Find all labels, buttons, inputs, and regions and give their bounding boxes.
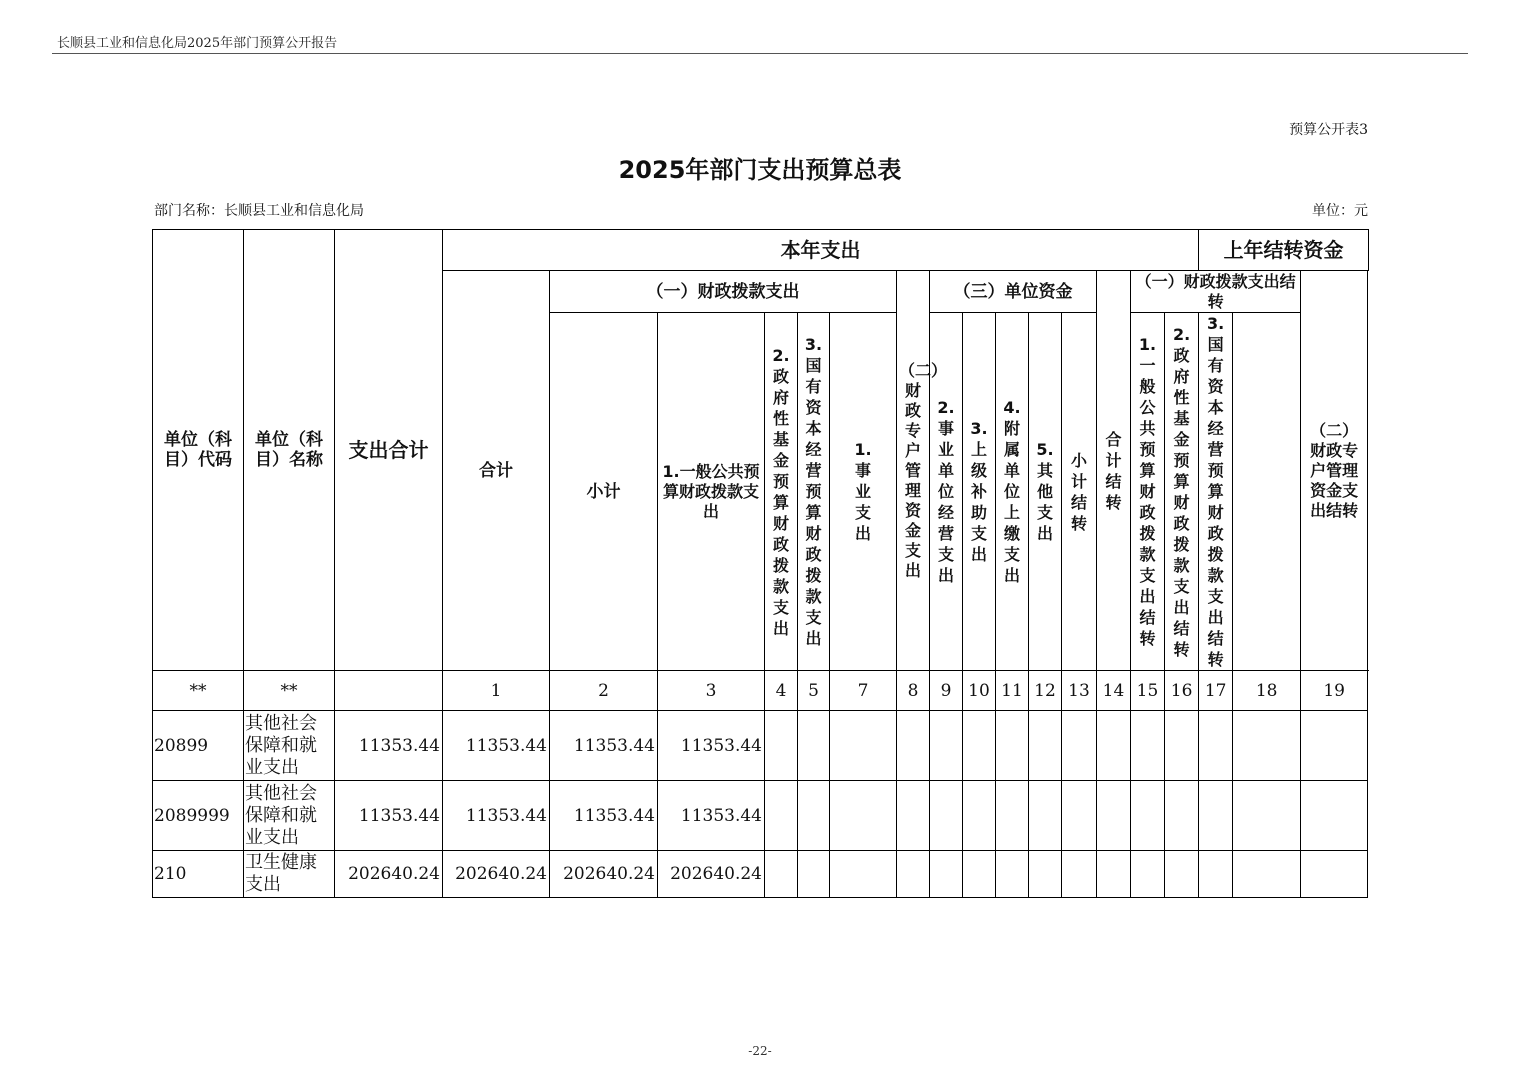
- index-cell: 14: [1097, 671, 1131, 711]
- running-header: 长顺县工业和信息化局2025年部门预算公开报告: [57, 36, 338, 51]
- row-cy-total: 11353.44: [443, 781, 550, 851]
- table-row: [153, 781, 1369, 851]
- header-code: 单位（科目）代码: [153, 230, 244, 671]
- header-cy-unit-1: 1.事业支出: [830, 313, 897, 671]
- table-row: [153, 851, 1369, 898]
- header-py-fiscal-fund: 2.政府性基金预算财政拨款支出结转: [1165, 313, 1199, 671]
- index-cell: 10: [963, 671, 996, 711]
- header-cy-fiscal-soe: 3.国有资本经营预算财政拨款支出: [798, 313, 830, 671]
- row-general: 202640.24: [658, 851, 765, 898]
- row-code: 2089999: [153, 781, 244, 851]
- index-cell: 11: [996, 671, 1029, 711]
- header-name: 单位（科目）名称: [244, 230, 335, 671]
- index-cell: 13: [1062, 671, 1097, 711]
- row-total: 11353.44: [335, 781, 443, 851]
- row-subtotal: 11353.44: [550, 711, 658, 781]
- budget-table: [152, 229, 1369, 898]
- index-cell: 4: [765, 671, 798, 711]
- header-py-fiscal-subtotal: 小计结转: [1062, 313, 1097, 671]
- header-py-fiscal-general: 1.一般公共预算财政拨款支出结转: [1131, 313, 1165, 671]
- index-cell: 19: [1301, 671, 1368, 711]
- index-cell: 8: [897, 671, 930, 711]
- row-name: 其他社会保障和就业支出: [244, 711, 335, 781]
- row-subtotal: 11353.44: [550, 781, 658, 851]
- index-cell: 2: [550, 671, 658, 711]
- page-number: -22-: [748, 1044, 772, 1058]
- header-cy-fiscal: （一）财政拨款支出: [550, 271, 897, 313]
- row-code: 210: [153, 851, 244, 898]
- row-name: 其他社会保障和就业支出: [244, 781, 335, 851]
- row-subtotal: 202640.24: [550, 851, 658, 898]
- index-cell: 16: [1165, 671, 1199, 711]
- index-cell: **: [244, 671, 335, 711]
- row-general: 11353.44: [658, 781, 765, 851]
- header-cy-total: 合计: [443, 271, 550, 671]
- index-cell: 7: [830, 671, 897, 711]
- index-cell: 17: [1199, 671, 1233, 711]
- index-cell: 12: [1029, 671, 1062, 711]
- index-cell: 5: [798, 671, 830, 711]
- row-total: 11353.44: [335, 711, 443, 781]
- header-py-fiscal: （一）财政拨款支出结转: [1131, 271, 1301, 313]
- row-code: 20899: [153, 711, 244, 781]
- index-cell: 18: [1233, 671, 1301, 711]
- header-cy-unit-5: 5.其他支出: [1029, 313, 1062, 671]
- index-cell: 15: [1131, 671, 1165, 711]
- header-py-fiscal-soe: 3.国有资本经营预算财政拨款支出结转: [1199, 313, 1233, 671]
- form-number: 预算公开表3: [1289, 122, 1368, 138]
- header-py-total: 合计结转: [1097, 271, 1131, 671]
- row-cy-total: 11353.44: [443, 711, 550, 781]
- row-name: 卫生健康支出: [244, 851, 335, 898]
- index-cell: 9: [930, 671, 963, 711]
- header-cy-fiscal-fund: 2.政府性基金预算财政拨款支出: [765, 313, 798, 671]
- header-cy-unit-4: 4.附属单位上缴支出: [996, 313, 1029, 671]
- header-cy-unit-3: 3.上级补助支出: [963, 313, 996, 671]
- index-cell: 3: [658, 671, 765, 711]
- department-name: 部门名称：长顺县工业和信息化局: [154, 203, 364, 219]
- header-cy-unit-2: 2.事业单位经营支出: [930, 313, 963, 671]
- header-rule: [52, 53, 1468, 54]
- row-general: 11353.44: [658, 711, 765, 781]
- index-row: [153, 671, 1369, 711]
- header-cy-special: （二）财政专户管理资金支出: [897, 271, 930, 671]
- header-cy-fiscal-general: 1.一般公共预算财政拨款支出: [658, 313, 765, 671]
- row-total: 202640.24: [335, 851, 443, 898]
- header-total: 支出合计: [335, 230, 443, 671]
- header-current-year: 本年支出: [443, 230, 1199, 271]
- table-row: [153, 711, 1369, 781]
- header-cy-unit: （三）单位资金: [930, 271, 1097, 313]
- index-cell: [335, 671, 443, 711]
- row-cy-total: 202640.24: [443, 851, 550, 898]
- header-prior-year: 上年结转资金: [1199, 230, 1369, 271]
- index-cell: 1: [443, 671, 550, 711]
- index-cell: **: [153, 671, 244, 711]
- header-cy-fiscal-subtotal: 小计: [550, 313, 658, 671]
- unit-label: 单位：元: [1312, 203, 1368, 219]
- page-title: 2025年部门支出预算总表: [618, 156, 902, 184]
- header-py-special: （二）财政专户管理资金支出结转: [1301, 271, 1368, 671]
